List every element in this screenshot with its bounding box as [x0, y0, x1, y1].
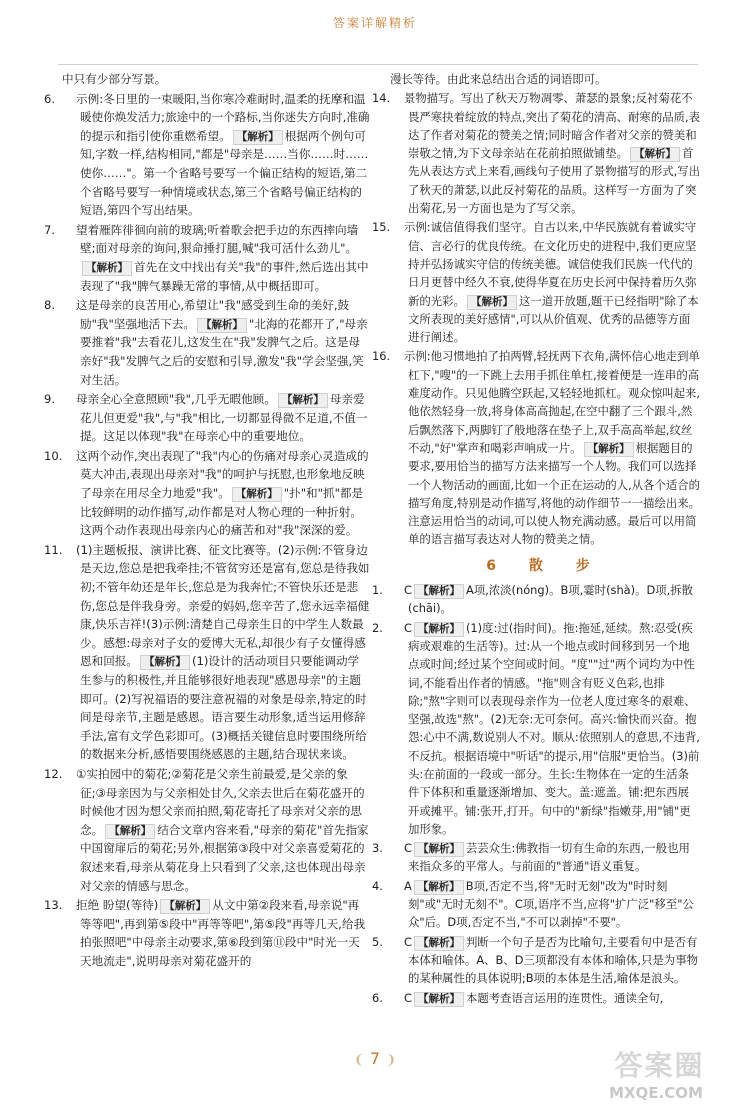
answer-text: 示例:他习惯地拍了拍两臂,轻抚两下衣角,满怀信心地走到单杠下,"嗖"的一下跳上去用手抓住单杠,接着便是一连串的高难度动作。只见他腾空跃起,又轻轻地抓杠。观众惊叫起来,他依然轻身一放,将身体高高抛起,在空中翻了三个跟斗,然后飘然落下,两脚钉了般地落在垫子上,双手高高举起,纹丝不动,"好"掌声和喝彩声响成一片。	[404, 349, 701, 455]
item-number: 6.	[372, 990, 383, 1005]
analysis-label: 【解析】	[414, 622, 464, 637]
item-number: 4.	[372, 878, 383, 893]
analysis-text: 本题考查语言运用的连贯性。通读全句,	[465, 990, 664, 1005]
analysis-text: 判断一个句子是否为比喻句,主要看句中是否有本体和喻体。A、B、D三项都没有本体和喻体,只是为事物的某种属性的具体说明;B项的本体是生活,喻体是浪头。	[408, 934, 698, 986]
analysis-label: 【解析】	[584, 442, 634, 457]
analysis-text: 首先在文中找出有关"我"的事件,然后选出其中表现了"我"脾气暴躁无常的事情,从中概括即可。	[80, 259, 369, 293]
answer-text: 望着雁阵徘徊向前的玻璃;听着歌会把手边的东西摔向墙壁;面对母亲的询问,狠命捶打腿,喊"我可活什么劲儿"。	[76, 222, 359, 256]
answer-text: 示例:诚信值得我们坚守。自古以来,中华民族就有着诚实守信、言必行的优良传统。在文化历史的进程中,我们更应坚持并弘扬诚实守信的传统美德。诚信使我们民族一代代的日月更替中经久不衰,使得华夏在历史长河中保持着历久弥新的光彩。	[404, 220, 697, 308]
answer-item	[44, 541, 370, 764]
watermark-brand: 答案圈	[614, 1049, 705, 1082]
answer-item	[44, 390, 370, 446]
answer-text: 景物描写。写出了秋天万物凋零、萧瑟的景象;反衬菊花不畏严寒抉着绽放的特点,突出了菊花的清高、耐寒的品质,表达了作者对菊花的赞美之情;同时暗含作者对父亲的赞美和崇敬之情,为下文母亲站在花前拍照做铺垫。	[404, 91, 701, 161]
page-number-deco-right: ❩	[385, 1053, 397, 1068]
item-number: 13.	[44, 898, 63, 913]
analysis-text: A项,浓淡(nóng)。B项,霎时(shà)。D项,拆散(chāi)。	[408, 583, 694, 616]
analysis-text: "扑"和"抓"都是比较鲜明的动作描写,动作都是对人物心理的一种折射。这两个动作表现出母亲内心的痛苦和对"我"深深的爱。	[80, 486, 364, 538]
item-number: 1.	[372, 583, 383, 598]
answer-item	[44, 296, 370, 389]
answer-item	[372, 877, 700, 932]
analysis-text: 这一道开放题,题干已经指明"除了本文所表现的美好感情",可以从价值观、优秀的品德等方面进行阐述。	[408, 293, 699, 345]
answer-text: 母亲全心全意照顾"我",几乎无暇他顾。	[76, 392, 276, 407]
analysis-label: 【解析】	[197, 318, 247, 333]
answer-text: C	[404, 934, 412, 949]
analysis-label: 【解析】	[414, 936, 464, 951]
answer-item	[372, 218, 700, 346]
answer-item	[372, 619, 700, 839]
item-number: 3.	[372, 841, 383, 856]
analysis-label: 【解析】	[467, 295, 517, 310]
analysis-text: 结合文章内容来看,"母亲的菊花"首先指家中国窗扉后的菊花;另外,根据第③段中对父亲喜爱菊花的叙述来看,母亲从菊花身上只看到了父亲,这也体现出母亲对父亲的情感与思念。	[80, 822, 369, 893]
item-number: 14.	[372, 91, 391, 106]
analysis-label: 【解析】	[160, 899, 210, 914]
answer-item	[44, 896, 370, 970]
analysis-label: 【解析】	[82, 261, 132, 276]
item-number: 15.	[372, 220, 391, 235]
item-number: 11.	[44, 542, 63, 557]
answer-item	[372, 839, 700, 876]
analysis-label: 【解析】	[278, 393, 328, 408]
item-number: 6.	[44, 91, 56, 106]
answer-item	[44, 765, 370, 895]
answer-text: C	[404, 841, 412, 856]
analysis-label: 【解析】	[233, 130, 283, 145]
analysis-text: B项,否定不当,将"无时无刻"改为"时时刻刻"或"无时无刻不"。C项,语序不当,应将"扩广泛"移至"公众"后。D项,否定不当,"不可以剥掉"不要"。	[408, 878, 694, 930]
analysis-label: 【解析】	[105, 824, 155, 839]
analysis-text: (1)度:过(指时间)。拖:拖延,延续。熬:忍受(疾病或艰难的生活等)。过:从一个地点或时间移到另一个地点或时间;经过某个空间或时间。"度""过"两个词均为中性词,不能看出作者的情感。"拖"则含有贬义色彩,也排除;"熬"字则可以表现母亲作为一位老人度过寒冬的艰难、坚强,故选"熬"。(2)无奈:无可奈何。高兴:愉快而兴奋。抱怨:心中不满,数说别人不对。顺从:依照别人的意思,不违背,不反抗。根据语境中"听话"的提示,用"信服"更恰当。(3)前头:在前面的一段或一部分。生长:生物体在一定的生活条件下体积和重量逐渐增加、变大。盖:遮盖。铺:把东西展开或摊平。铺:张开,打开。句中的"新绿"指嫩芽,用"铺"更加形象。	[408, 620, 700, 836]
analysis-text: 从文中第②段来看,母亲说"再等等吧",再到第⑤段中"再等等吧",第⑤段"再等几天,给我拍张照吧"中母亲主动要求,第⑥段到第⑪段中"时光一天天地流走",说明母亲对菊花盛开的	[80, 898, 366, 968]
answer-text: 这是母亲的良苦用心,希望让"我"感受到生命的美好,鼓励"我"坚强地活下去。	[76, 298, 350, 331]
item-number: 12.	[44, 766, 63, 781]
analysis-label: 【解析】	[630, 147, 680, 162]
answer-item	[44, 221, 370, 295]
analysis-label: 【解析】	[414, 842, 464, 857]
answer-text: C	[404, 583, 412, 598]
left-column	[44, 70, 370, 972]
answer-item	[390, 70, 700, 88]
analysis-text: (1)设计的活动项目只要能调动学生参与的积极性,并且能够很好地表现"感恩母亲"的主题即可。(2)写祝福语的要注意祝福的对象是母亲,特定的时间是母亲节,主题是感恩。语言要生动形象,适当运用修辞手法,富有文学色彩即可。(3)概括关键信息时要围绕所给的数据来分析,感悟要围绕感恩的主题,结合现状来谈。	[80, 654, 367, 762]
header-divider	[58, 64, 698, 65]
analysis-text: 芸芸众生:佛教指一切有生命的东西,一般也用来指众多的平常人。与前面的"普通"语义重复。	[408, 841, 690, 874]
page-header: 答案详解精析	[332, 16, 417, 30]
analysis-text: 母亲爱花儿但更爱"我",与"我"相比,一切都显得微不足道,不值一提。这足以体现"我"在母亲心中的重要地位。	[80, 392, 368, 444]
analysis-text: 首先从表达方式上来看,画线句子使用了景物描写的形式,写出了秋天的萧瑟,以此反衬菊花的品质。这样写一方面为了突出菊花,另一方面也是为了写父亲。	[408, 146, 701, 216]
answer-text: 这两个动作,突出表现了"我"内心的伤痛对母亲心灵造成的莫大冲击,表现出母亲对"我"的呵护与抚慰,也形象地反映了母亲在用尽全力地爱"我"。	[76, 448, 369, 501]
item-text: 中只有少部分写景。	[62, 72, 167, 86]
item-number: 9.	[44, 392, 56, 407]
answer-item	[62, 70, 370, 89]
item-number: 16.	[372, 349, 391, 364]
answer-text: (1)主题板报、演讲比赛、征文比赛等。(2)示例:不管身边是天边,您总是把我牵挂;不管贫穷还是富有,您总是待我如初;不管年幼还是年长,您总是为我奔忙;不管快乐还是悲伤,您总是伴我身旁。亲爱的妈妈,您辛苦了,您永远幸福健康,快乐吉祥!(3)示例:清楚自己母亲生日的中学生人数最少。感想:母亲对子女的爱博大无私,却很少有子女懂得感恩和回报。	[76, 542, 370, 669]
analysis-text: 根据题目的要求,要用恰当的描写方法来描写一个人物。我们可以选择一个人物活动的画面,比如一个正在运动的人,从各个适合的描写角度,特别是动作描写,将他的动作细节一一描绘出来。注意运用恰当的动词,可以使人物充满动感。最后可以用简单的语言描写表达对人物的赞美之情。	[408, 440, 701, 547]
answer-item	[372, 581, 700, 618]
answer-item	[372, 989, 700, 1007]
item-number: 10.	[44, 448, 63, 463]
analysis-text: 根据两个例句可知,字数一样,结构相同,"都是"母亲是……当你……时……使你……"。第一个省略号要写一个偏正结构的短语,第二个省略号要写一种情境或状态,第三个省略号偏正结构的短语,第四个写出结果。	[80, 128, 369, 218]
answer-text: C	[404, 620, 412, 635]
answer-item	[372, 933, 700, 988]
answer-text: A	[404, 878, 412, 893]
answer-text: 示例:冬日里的一束暖阳,当你寒冷难耐时,温柔的抚摩和温暖使你焕发活力;旅途中的一个路标,当你迷失方向时,准确的提示和指引使你重燃希望。	[76, 91, 370, 143]
analysis-label: 【解析】	[232, 487, 282, 502]
section-title: 6 散 步	[486, 557, 604, 574]
item-number: 2.	[372, 620, 383, 635]
answer-item	[44, 90, 370, 220]
analysis-label: 【解析】	[414, 992, 464, 1007]
answer-item	[372, 89, 701, 217]
answer-item	[44, 447, 370, 540]
watermark-logo	[587, 1044, 732, 1102]
page-number-text: 7	[369, 1049, 381, 1068]
page-number-deco-left: ❨	[353, 1053, 365, 1068]
answer-text: 拒绝 盼望(等待)	[76, 898, 159, 913]
item-text: 漫长等待。由此来总结出合适的词语即可。	[390, 72, 607, 86]
item-number: 5.	[372, 934, 383, 949]
right-column	[372, 70, 701, 1008]
item-number: 8.	[44, 298, 56, 313]
analysis-label: 【解析】	[414, 880, 464, 895]
watermark-url: MXQE.COM	[609, 1084, 703, 1102]
answer-text: ①实拍园中的菊花;②菊花是父亲生前最爱,是父亲的象征;③母亲因为与父亲相处甘久,父亲去世后在菊花盛开的时候他才因为想父亲而拍照,菊花寄托了母亲对父亲的思念。	[76, 766, 365, 837]
analysis-text: "北海的花都开了,"母亲要推着"我"去看花儿,这发生在"我"发脾气之后。这是母亲好"我"发脾气之后的安慰和引导,激发"我"学会坚强,笑对生活。	[80, 316, 368, 387]
answer-item	[372, 347, 701, 548]
answer-text: C	[404, 990, 412, 1005]
analysis-label: 【解析】	[414, 584, 464, 599]
item-number: 7.	[44, 222, 56, 237]
analysis-label: 【解析】	[140, 655, 190, 670]
